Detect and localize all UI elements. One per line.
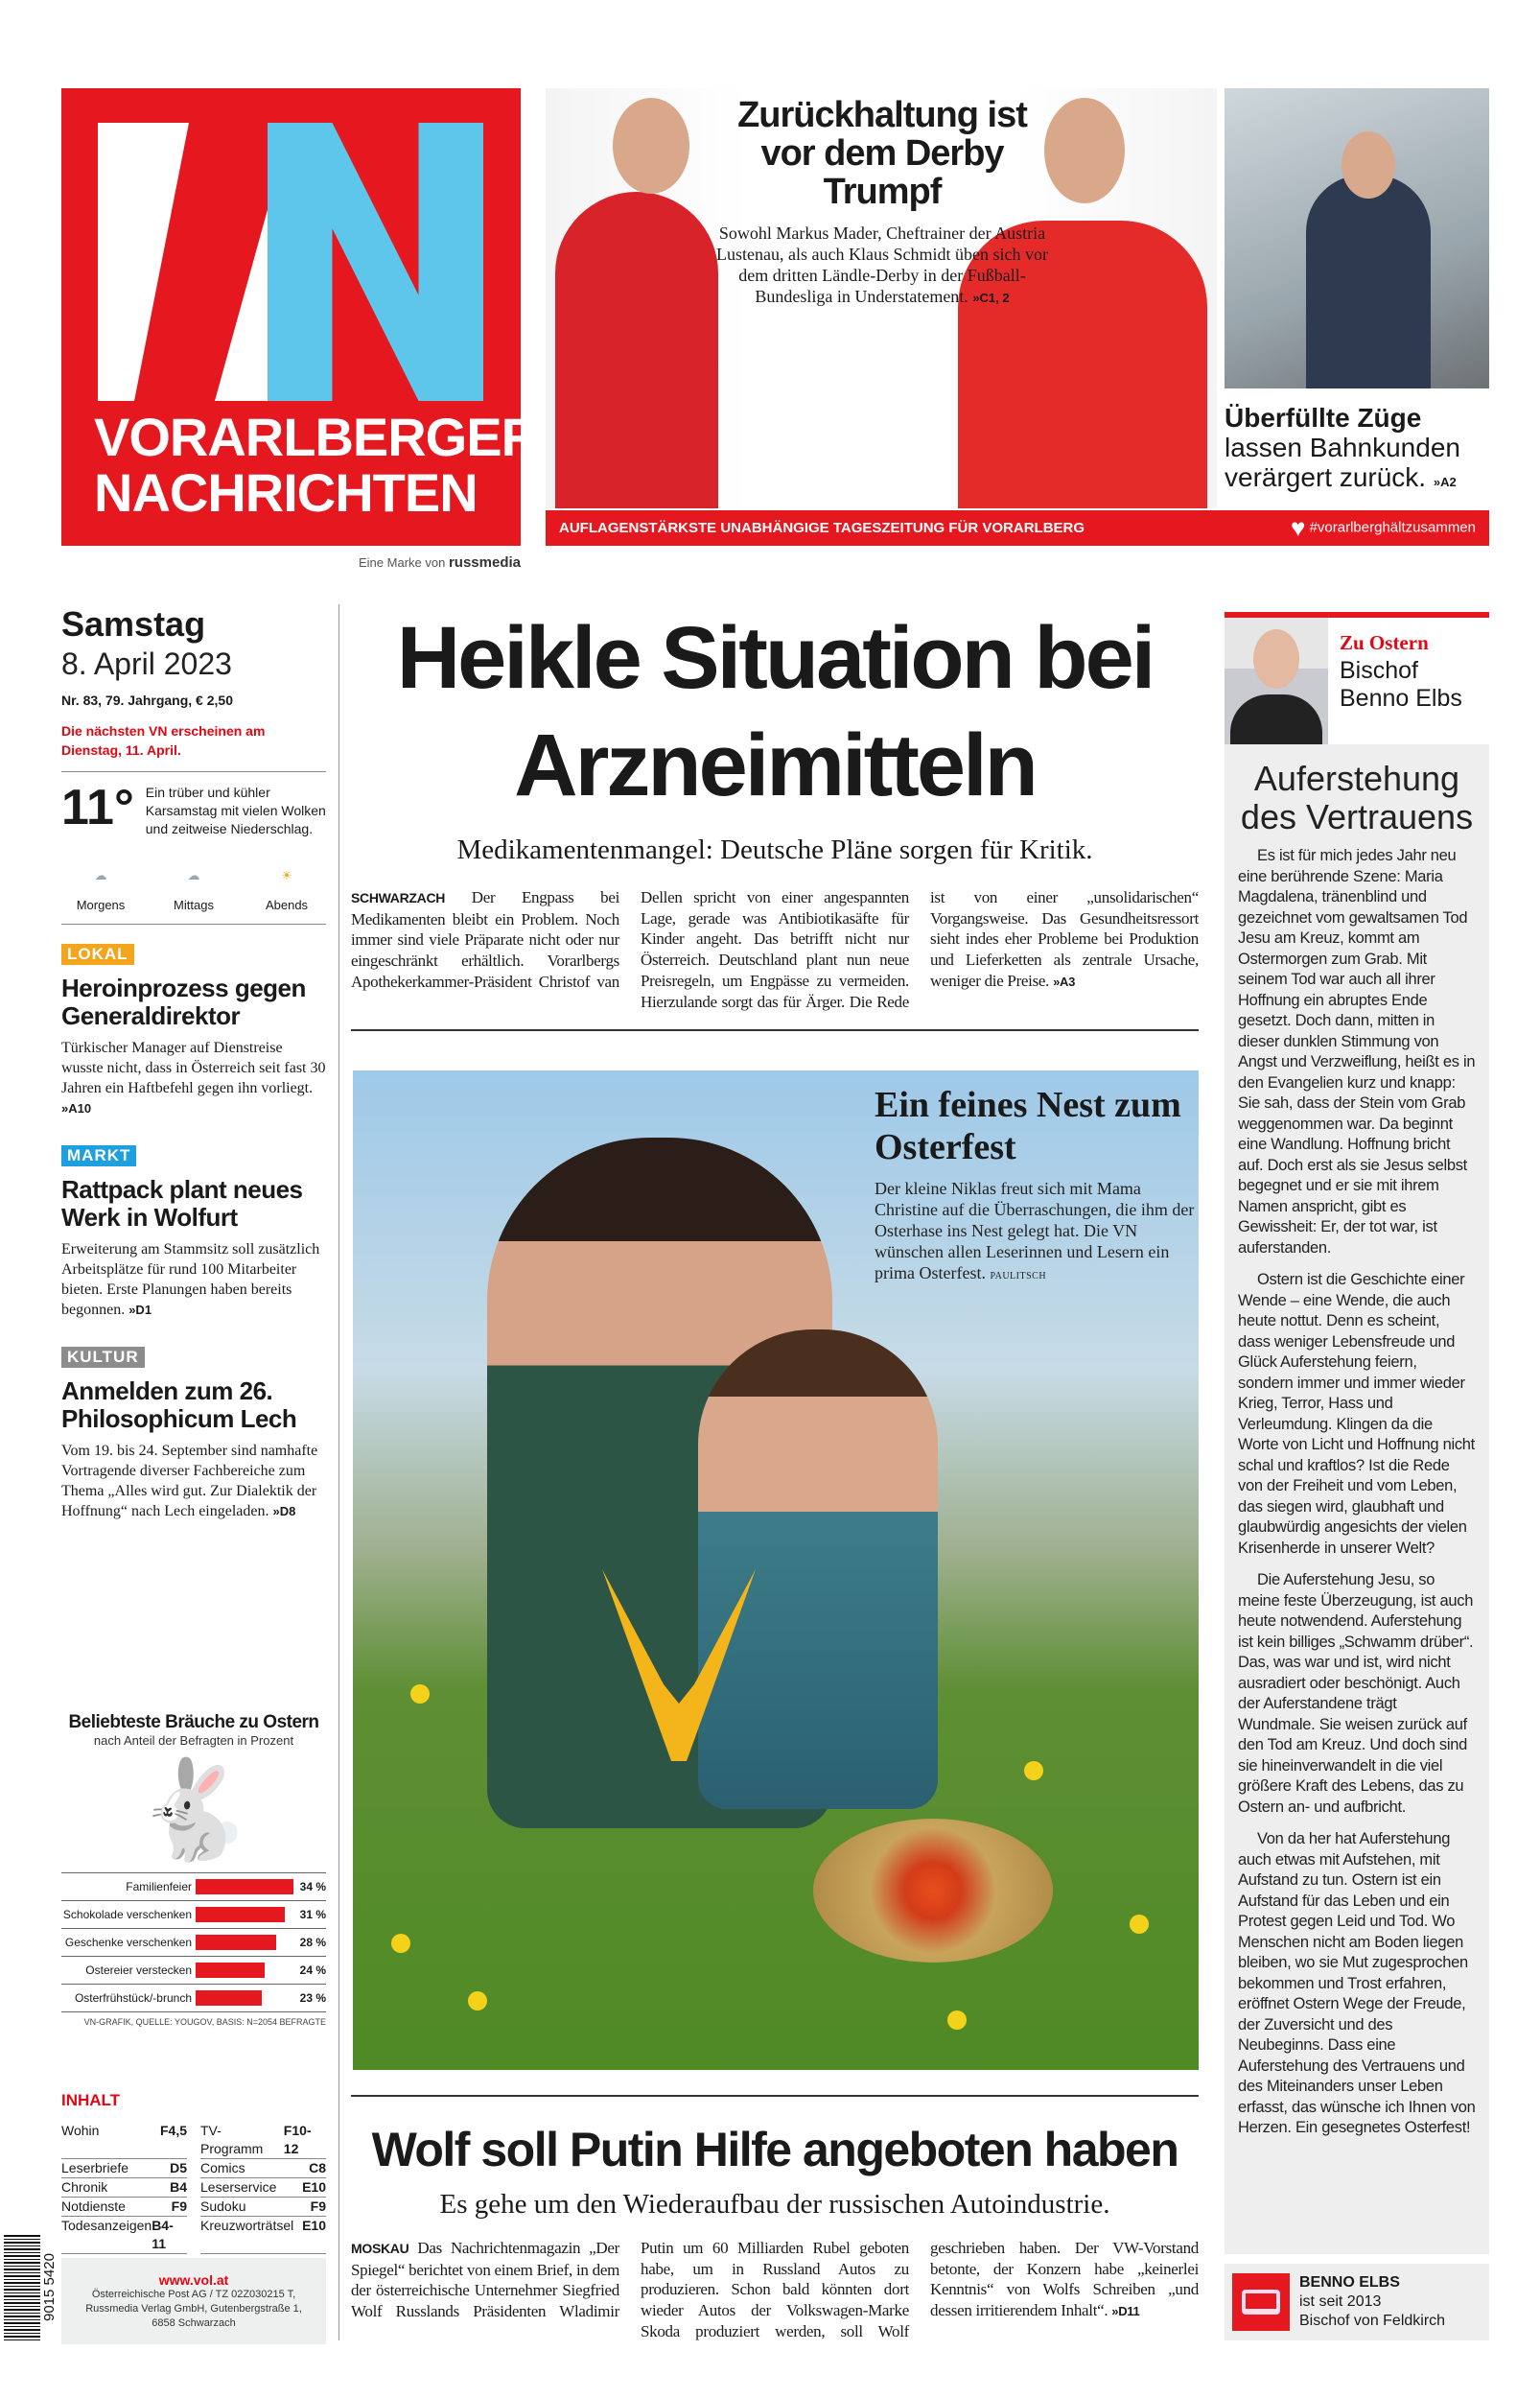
next-issue-note: Die nächsten VN erscheinen am Dienstag, 11. April.: [61, 723, 266, 758]
contents-label: Kreuzworträtsel: [200, 2218, 294, 2233]
photo-headline: Ein feines Nest zum Osterfest: [875, 1085, 1181, 1167]
photo-credit: PAULITSCH: [990, 1271, 1047, 1281]
slogan-text: AUFLAGENSTÄRKSTE UNABHÄNGIGE TAGESZEITUNG FÜR VORARLBERG: [559, 520, 1085, 536]
vn-logo[interactable]: [61, 88, 540, 546]
divider: [61, 771, 326, 772]
barcode: [4, 2235, 40, 2340]
contents-label: Comics: [200, 2160, 245, 2175]
brand-note: [240, 554, 521, 571]
period-label: Abends: [265, 898, 309, 912]
author-header: [1225, 618, 1489, 744]
contents-item[interactable]: [61, 2159, 187, 2178]
boy-figure: [698, 1329, 938, 1809]
logo-n: [268, 123, 483, 401]
section-ref[interactable]: »D1: [128, 1303, 152, 1317]
derby-teaser-text: [714, 223, 1050, 309]
author-photo: [1225, 618, 1328, 744]
contents-page: B4-11: [152, 2218, 174, 2251]
column-divider: [338, 604, 339, 2340]
brand-name: russmedia: [448, 554, 521, 571]
divider: [61, 924, 326, 925]
weather-text: Ein trüber und kühler Karsamstag mit vielen Wolken und zeitweise Niederschlag.: [145, 785, 326, 836]
section-markt[interactable]: [61, 1138, 326, 1320]
weather-noon: [160, 854, 227, 912]
chart-source: VN-GRAFIK, QUELLE: YOUGOV, BASIS: N=2054 BEFRAGTE: [61, 2011, 326, 2027]
photo-caption: [875, 1084, 1201, 1287]
bar: [196, 1907, 285, 1922]
laptop-icon: [1232, 2273, 1290, 2331]
contents-page: F4,5: [159, 2123, 187, 2138]
flower: [947, 2010, 967, 2030]
contents-label: Leserbriefe: [61, 2160, 129, 2175]
temperature: 11°: [61, 780, 134, 835]
lead-headline[interactable]: Heikle Situation bei Arzneimitteln: [396, 609, 1154, 814]
contents-page: C8: [309, 2160, 326, 2175]
barcode-number: 9015 5420: [41, 2253, 58, 2322]
weather-periods: [61, 854, 326, 912]
bar-value-label: 34 %: [299, 1880, 326, 1893]
author-title: Bischof: [1340, 657, 1418, 684]
commentary-kicker: Zu Ostern: [1340, 631, 1429, 654]
contents-page: E10: [302, 2218, 326, 2233]
lead-ref[interactable]: »A3: [1053, 974, 1076, 989]
slogan-banner: [546, 510, 1489, 546]
commentary-title: Auferstehung des Vertrauens: [1240, 759, 1474, 836]
contents-page: D5: [170, 2160, 187, 2175]
man-figure: [1306, 175, 1431, 388]
contents-item[interactable]: [200, 2198, 326, 2217]
bar-label: Ostereier verstecken: [85, 1963, 192, 1977]
second-story-body: [351, 2238, 1199, 2342]
weather-morning: [67, 854, 134, 912]
section-ref[interactable]: »D8: [272, 1504, 296, 1518]
imprint: [61, 2258, 326, 2344]
derby-ref[interactable]: »C1, 2: [972, 291, 1010, 305]
coach-right-head: [1044, 98, 1125, 203]
imprint-line: 6858 Schwarzach: [152, 2317, 236, 2329]
easter-nest: [813, 1819, 1053, 1963]
section-tag: LOKAL: [61, 944, 134, 965]
sun-cloud-rain-icon: ☀: [281, 868, 292, 882]
contents-label: Wohin: [61, 2123, 100, 2138]
chart-subtitle: nach Anteil der Befragten in Prozent: [93, 1733, 294, 1748]
chart-bars: [61, 1872, 326, 2011]
contents-page: B4: [170, 2179, 187, 2195]
edition-date: 8. April 2023: [61, 647, 232, 681]
commentary-body: [1225, 836, 1489, 2139]
bio-name: BENNO ELBS: [1299, 2274, 1400, 2291]
paragraph: Ostern ist die Geschichte einer Wende – eine Wende, die auch heute nottut. Denn es scheint, dass weniger Lebensfreude und Glück Auferstehung feiern, sondern immer und immer wieder Krieg, Terror, Hass und Verleumdung. Klingen da die Worte von Licht und Hoffnung nicht schal und kraftlos? Ist die Rede von der Freiheit und vom Leben, das siegen wird, glaubhaft und glaubwürdig angesichts der vielen Krisenherde in unserer Welt?: [1238, 1271, 1475, 1557]
bar-value-label: 31 %: [299, 1908, 326, 1921]
bio-line: Bischof von Feldkirch: [1299, 2313, 1446, 2329]
contents-list: [61, 2122, 326, 2254]
divider: [351, 1029, 1199, 1031]
contents-page: F9: [310, 2198, 326, 2214]
logo-text-line2: NACHRICHTEN: [94, 462, 478, 523]
divider: [351, 2095, 1199, 2097]
lead-body-text: Der Engpass bei Medikamenten bleibt ein Problem. Noch immer sind viele Präparate nicht oder nur eingeschränkt erhältlich. Vorarlbergs Apothekerkammer-Präsident Christof van Dellen spricht von einer angespannten Lage, gerade was Antibiotikasäfte für Kinder angeht. Das betrifft nicht nur Österreich. Deutschland plant nun neue Preisregeln, um Engpässe zu vermeiden. Hierzulande sorgt das für Ärger. Die Rede ist von einer „unsolidarischen“ Vorgangsweise. Das Gesundheitsressort sieht indes eher Probleme bei Produktion und Lieferketten als zentrale Ursache, weniger die Preise.: [351, 888, 1199, 1011]
contents-item[interactable]: [61, 2217, 187, 2254]
bar-label: Familienfeier: [126, 1880, 192, 1893]
bar-label: Schokolade verschenken: [62, 1908, 192, 1921]
contents-page: F9: [171, 2198, 187, 2214]
chart-row: [61, 1984, 326, 2011]
second-headline[interactable]: Wolf soll Putin Hilfe angeboten haben: [371, 2123, 1178, 2176]
train-ref[interactable]: »A2: [1433, 475, 1457, 489]
period-label: Morgens: [76, 898, 126, 912]
period-label: Mittags: [174, 898, 214, 912]
section-ref[interactable]: »A10: [61, 1101, 92, 1116]
hashtag[interactable]: [1291, 513, 1476, 543]
cloudy-icon: ☁: [94, 868, 107, 882]
section-headline: Anmelden zum 26. Philosophicum Lech: [61, 1376, 297, 1433]
contents-item[interactable]: [61, 2122, 187, 2159]
contents-item[interactable]: [61, 2198, 187, 2217]
contents-item[interactable]: [200, 2122, 326, 2159]
train-teaser[interactable]: [1225, 403, 1503, 497]
second-ref[interactable]: »D11: [1111, 2304, 1140, 2319]
derby-body: Sowohl Markus Mader, Cheftrainer der Austria Lustenau, als auch Klaus Schmidt üben sich vor dem dritten Ländle-Derby in der Fußball-Bundesliga in Understatement.: [716, 223, 1048, 306]
chart-row: [61, 1900, 326, 1928]
section-body: Vom 19. bis 24. September sind namhafte Vortragende diverser Fachbereiche zum Thema „Alles wird gut. Zur Dialektik der Hoffnung“ nach Lech eingeladen.: [61, 1443, 318, 1519]
chart-row: [61, 1956, 326, 1984]
contents-label: Todesanzeigen: [61, 2218, 152, 2233]
chart-title: Beliebteste Bräuche zu Ostern: [68, 1712, 319, 1732]
train-headline: Überfüllte Züge: [1225, 403, 1422, 433]
website-link[interactable]: www.vol.at: [158, 2272, 229, 2288]
coach-left-head: [613, 98, 689, 194]
contents-label: Notdienste: [61, 2198, 126, 2214]
contents-item[interactable]: [61, 2178, 187, 2198]
bar: [196, 1990, 262, 2006]
section-kultur[interactable]: [61, 1339, 326, 1521]
chart-row: [61, 1928, 326, 1956]
contents-label: Sudoku: [200, 2198, 246, 2214]
second-body-text: Das Nachrichtenmagazin „Der Spiegel“ berichtet von einem Brief, in dem der österreichische Unternehmer Siegfried Wolf Russlands Präsidenten Wladimir Putin um 60 Milliarden Rubel geboten habe, um in Russland Autos zu produzieren. Schon bald könnten dort wieder Autos der Volkswagen-Marke Skoda produziert werden, soll Wolf geschrieben haben. Der VW-Vorstand betonte, der Konzern habe „keinerlei Kenntnis“ von Wolfs Schreiben „und dessen irritierendem Inhalt“.: [351, 2239, 1199, 2340]
contents-page: F10-12: [283, 2123, 312, 2156]
bar: [196, 1935, 276, 1950]
table-of-contents: [61, 2091, 326, 2254]
train-subline: lassen Bahnkunden verärgert zurück.: [1225, 433, 1460, 492]
bar-label: Geschenke verschenken: [64, 1936, 192, 1949]
section-headline: Heroinprozess gegen Generaldirektor: [61, 974, 306, 1030]
section-tag: MARKT: [61, 1145, 136, 1166]
second-subhead: Es gehe um den Wiederaufbau der russischen Autoindustrie.: [439, 2189, 1110, 2220]
paragraph: Es ist für mich jedes Jahr neu eine berührende Szene: Maria Magdalena, tränenblind und gezeichnet vom gewaltsamen Tod Jesu am Kreuz, kommt am Ostermorgen zum Grab. Mit seinem Tod war auch all ihrer Hoffnung ein abruptes Ende gesetzt. Doch dann, mitten in dieser dunklen Stimmung von Angst und Verzweiflung, heißt es in den Evangelien kurz und knapp: Sie sah, dass der Stein vom Grab weggenommen war. Da beginnt eine Wandlung. Hoffnung bricht auf. Doch erst als sie Jesus selbst begegnet und er sie mit ihrem Namen anspricht, gibt es Gewissheit: Er, der tot war, ist auferstanden.: [1238, 847, 1476, 1257]
bar-label: Osterfrühstück/-brunch: [74, 1991, 192, 2005]
edition-day: Samstag: [61, 604, 206, 644]
bar-value-label: 24 %: [299, 1963, 326, 1977]
weather-evening: [253, 854, 320, 912]
imprint-line: Österreichische Post AG / TZ 02Z030215 T,: [91, 2289, 296, 2300]
logo-text: [94, 407, 540, 523]
commentary-column: [1225, 612, 1489, 2254]
lead-story-body: [351, 887, 1199, 1012]
flower: [468, 1991, 487, 2010]
flower: [391, 1934, 410, 1953]
train-photo[interactable]: [1225, 88, 1489, 388]
cloudy-icon: ☁: [187, 868, 200, 882]
heart-icon: ♥: [1290, 513, 1306, 542]
contents-label: Chronik: [61, 2179, 108, 2195]
paragraph: Von da her hat Auferstehung auch etwas mit Aufstehen, mit Aufstand zu tun. Ostern ist ein Aufstand für das Leben und ein Protest gegen Leid und Tod. Wo Menschen nicht am Boden liegen bleiben, wo sie Mut zugesprochen bekommen und Trost erfahren, eröffnet Ostern Wege der Freude, der Zuversicht und des Neubeginns. Dass eine Auferstehung des Vertrauens und des Miteinanders unser Leben erfasst, das wünsche ich Ihnen von Herzen. Ein gesegnetes Osterfest!: [1238, 1830, 1476, 2136]
lead-subhead: Medikamentenmangel: Deutsche Pläne sorgen für Kritik.: [456, 835, 1093, 865]
section-body: Erweiterung am Stammsitz soll zusätzlich Arbeitsplätze für rund 100 Mitarbeiter bieten. Erste Planungen haben bereits begonnen.: [61, 1241, 320, 1318]
section-lokal[interactable]: [61, 936, 326, 1118]
paragraph: Die Auferstehung Jesu, so meine feste Überzeugung, ist auch heute notwendend. Auferstehung ist kein billiges „Schwamm drüber“. Das, was war und ist, wird nicht ausradiert oder beschönigt. Auch der Auferstandene trägt Wundmale. Sie weisen zurück auf den Tod am Kreuz. Und doch sind sie hineinverwandelt in die viel größere Kraft des Lebens, das zu Ostern an- und aufbricht.: [1238, 1571, 1474, 1816]
section-tag: KULTUR: [61, 1347, 145, 1368]
author-bio: [1225, 2264, 1489, 2340]
dateline: MOSKAU: [351, 2241, 409, 2256]
section-body: Türkischer Manager auf Dienstreise wusste nicht, dass in Österreich seit fast 30 Jahren ein Haftbefehl gegen ihn vorliegt.: [61, 1040, 326, 1096]
left-column: [61, 604, 326, 1540]
bar-value-label: 28 %: [299, 1936, 326, 1949]
section-headline: Rattpack plant neues Werk in Wolfurt: [61, 1175, 303, 1232]
derby-headline[interactable]: Zurückhaltung ist vor dem Derby Trumpf: [737, 95, 1027, 212]
brand-prefix: Eine Marke von: [359, 555, 446, 570]
bar: [196, 1879, 293, 1894]
photo-caption-text: Der kleine Niklas freut sich mit Mama Christine auf die Überraschungen, die ihm der Osterhase ins Nest gelegt hat. Die VN wünschen allen Leserinnen und Lesern ein prima Osterfest.: [875, 1179, 1195, 1282]
contents-item[interactable]: [200, 2159, 326, 2178]
easter-customs-chart: [61, 1712, 326, 2027]
chart-row: [61, 1872, 326, 1900]
contents-label: Leserservice: [200, 2179, 277, 2195]
bio-line: ist seit 2013: [1299, 2293, 1382, 2310]
contents-label: TV-Programm: [200, 2123, 264, 2156]
bar-value-label: 23 %: [299, 1991, 326, 2005]
imprint-line: Russmedia Verlag GmbH, Gutenbergstraße 1,: [85, 2303, 302, 2315]
contents-title: INHALT: [61, 2091, 121, 2109]
logo-v-left: [98, 123, 189, 401]
bunny-basket-icon: 🐇: [133, 1756, 254, 1864]
issue-info: Nr. 83, 79. Jahrgang, € 2,50: [61, 693, 233, 708]
coach-left: [555, 192, 718, 508]
logo-text-line1: VORARLBERGER: [94, 407, 540, 467]
contents-item[interactable]: [200, 2217, 326, 2254]
flower: [1024, 1761, 1043, 1780]
weather: [61, 780, 326, 838]
man-head: [1342, 131, 1395, 199]
dateline: SCHWARZACH: [351, 890, 446, 905]
bar: [196, 1963, 265, 1978]
author-name: Benno Elbs: [1340, 685, 1462, 712]
contents-page: E10: [302, 2179, 326, 2195]
hashtag-text: #vorarlberghältzusammen: [1309, 519, 1476, 536]
flower: [1130, 1915, 1149, 1934]
flower: [410, 1684, 430, 1704]
contents-item[interactable]: [200, 2178, 326, 2198]
